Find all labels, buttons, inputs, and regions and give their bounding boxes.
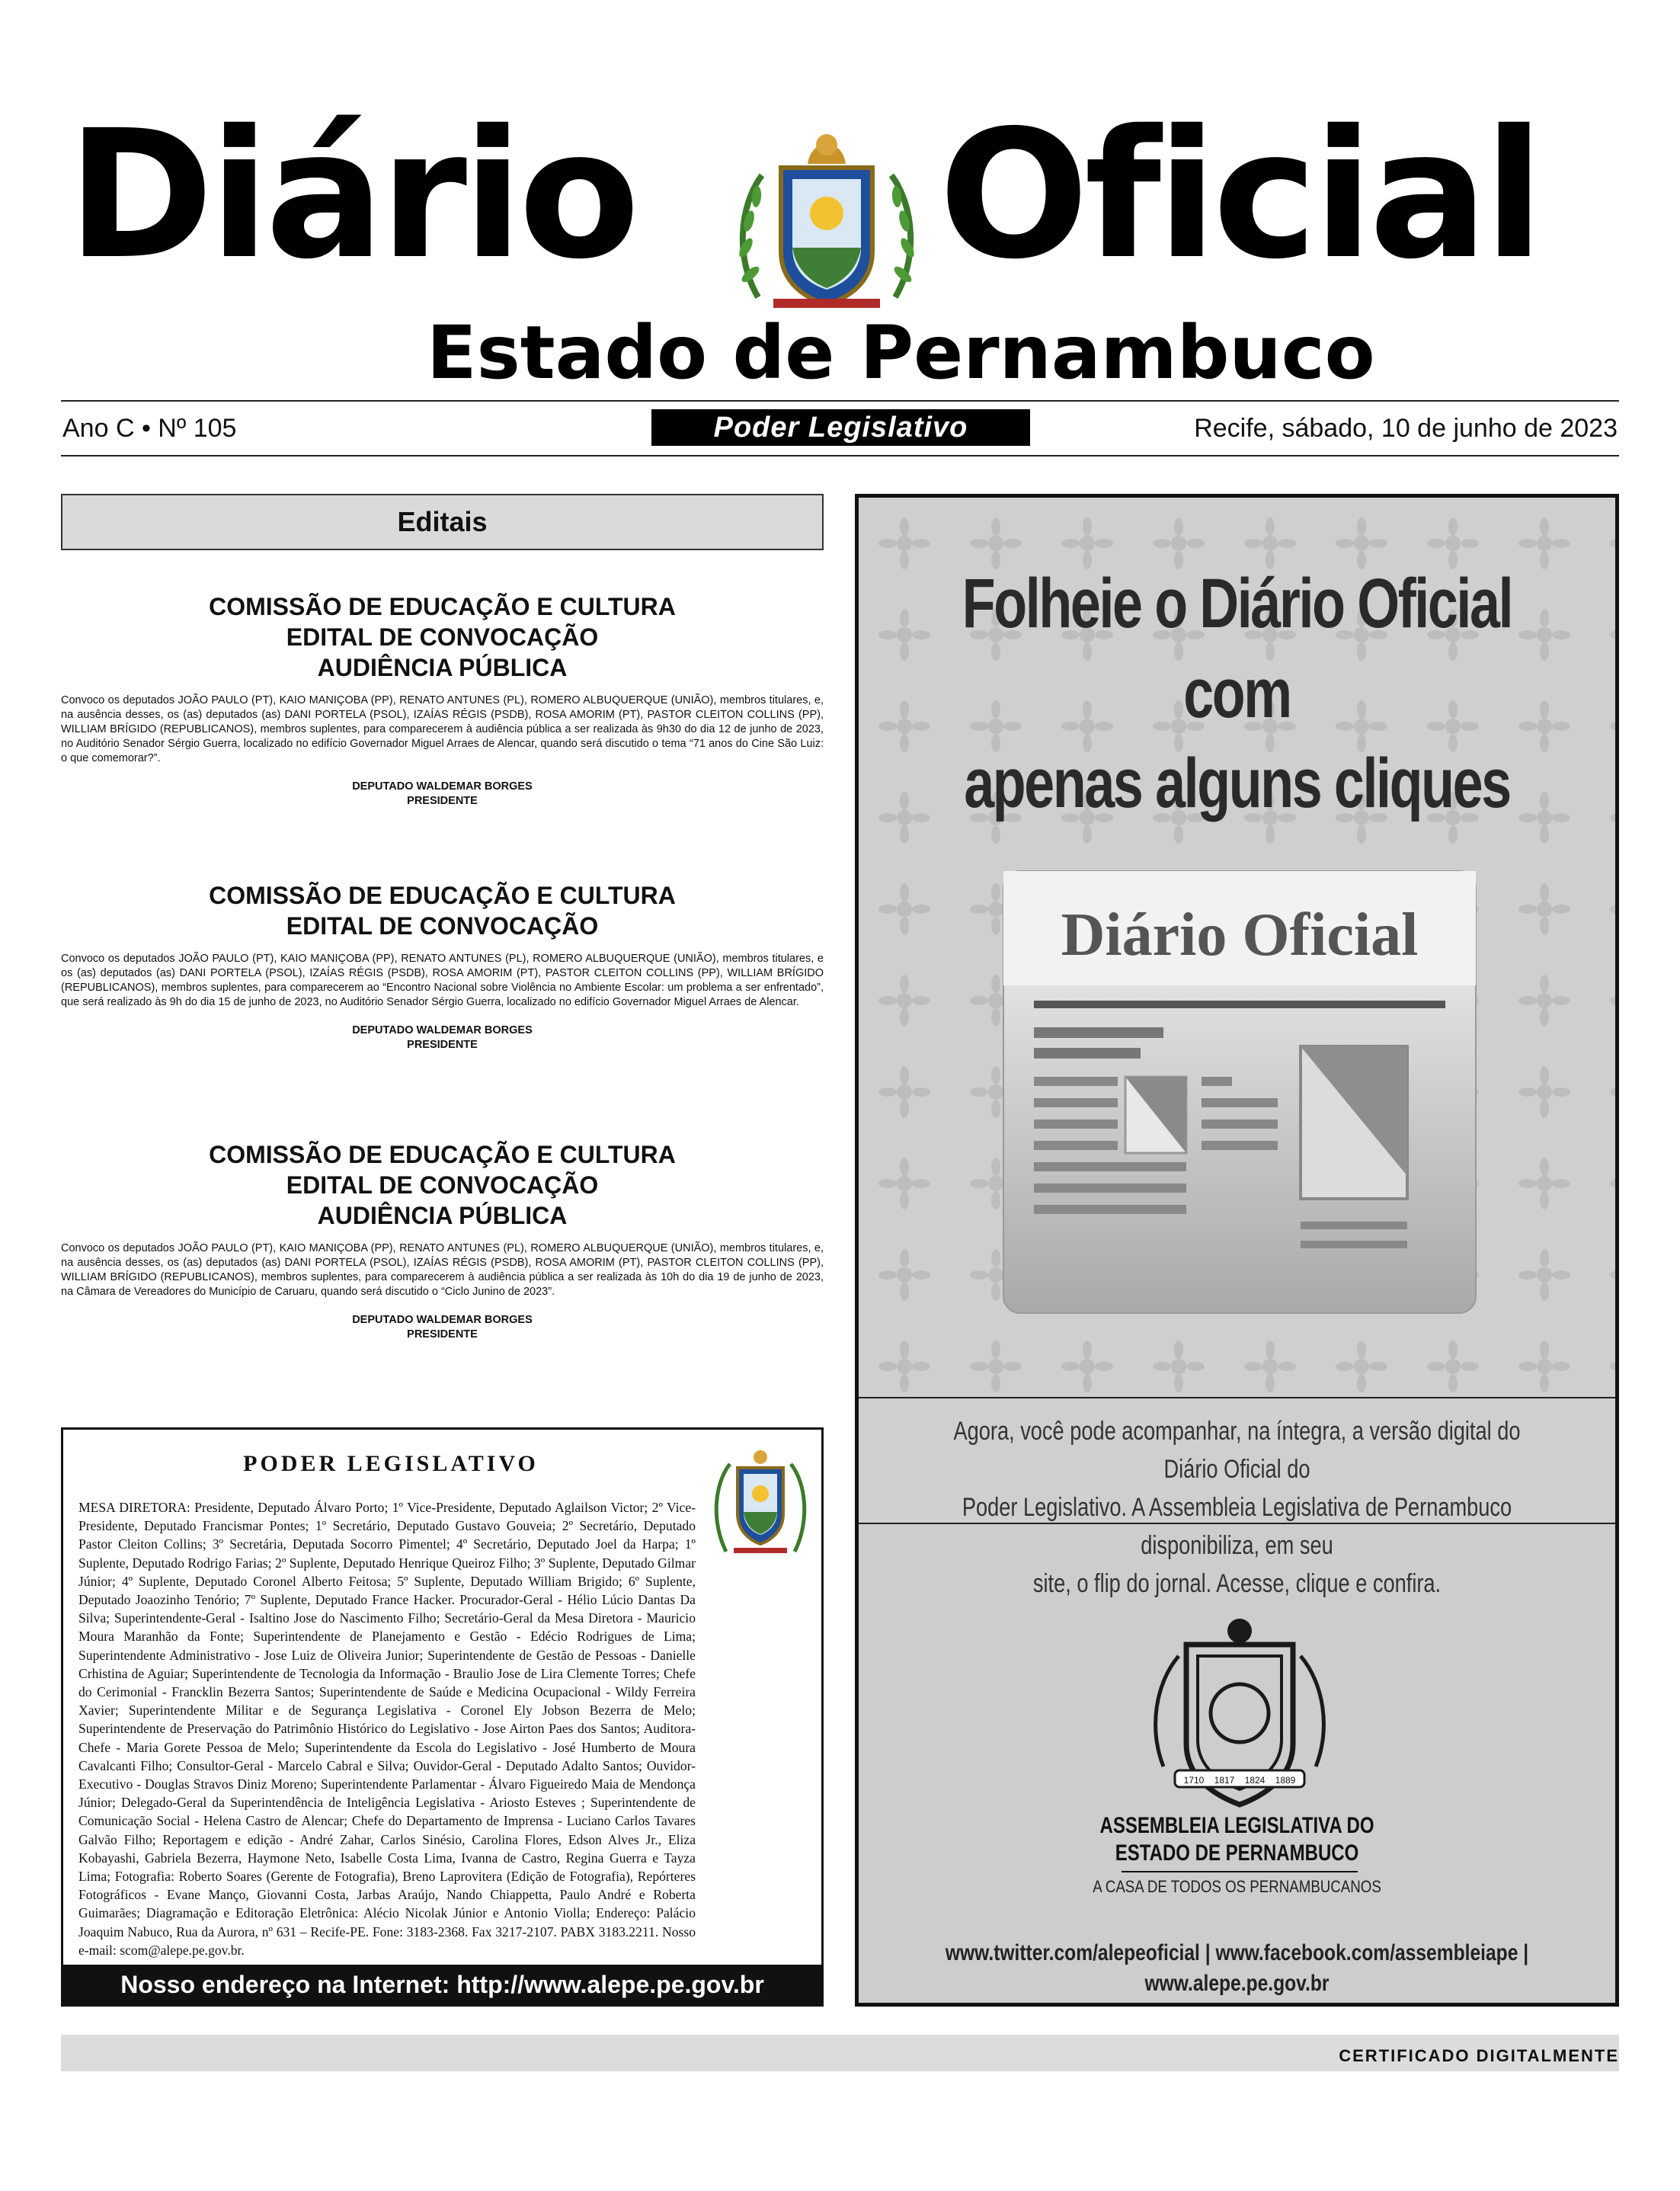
editais-header: Editais xyxy=(61,494,824,550)
masthead-subtitle: Estado de Pernambuco xyxy=(427,310,1375,396)
notice-body: Convoco os deputados JOÃO PAULO (PT), KAIO MANIÇOBA (PP), RENATO ANTUNES (PL), ROMERO ALBUQUERQUE (UNIÃO), membros titulares, e, na ausência desses, os (as) deputados (as) DANI PORTELA (PSOL), IZAÍAS RÉGIS (PSDB), ROSA AMORIM (PT), PASTOR CLEITON COLLINS (PP), WILLIAM BRÍGIDO (REPUBLICANOS), membros suplentes, para comparecerem à audiência pública a ser realizada às 10h do dia 19 de junho de 2023, na Câmara de Vereadores do Município de Caruaru, quando será discutido o “Ciclo Junino de 2023”. xyxy=(61,1242,824,1298)
poder-legislativo-title: PODER LEGISLATIVO xyxy=(243,1451,539,1476)
notice-1 xyxy=(61,591,824,809)
publication-date: Recife, sábado, 10 de junho de 2023 xyxy=(1194,414,1618,443)
notice-title-line: COMISSÃO DE EDUCAÇÃO E CULTURA xyxy=(209,593,676,620)
ad-description-line: Poder Legislativo. A Assembleia Legislativa de Pernambuco disponibiliza, em seu xyxy=(962,1493,1512,1560)
state-coat-of-arms xyxy=(728,122,926,320)
ad-description xyxy=(934,1412,1539,1603)
section-label: Poder Legislativo xyxy=(651,409,1030,446)
digital-certificate-label: CERTIFICADO DIGITALMENTE xyxy=(1339,2046,1619,2065)
logo-divider xyxy=(1122,1871,1358,1872)
signature-name: DEPUTADO WALDEMAR BORGES xyxy=(352,1314,533,1326)
notice-2 xyxy=(61,880,824,1052)
masthead-title-left: Diário xyxy=(67,92,635,298)
ad-headline xyxy=(942,559,1532,828)
header-top-rule xyxy=(61,400,1619,402)
assembly-name xyxy=(934,1812,1539,1867)
poder-legislativo-staff-list: MESA DIRETORA: Presidente, Deputado Álvaro Porto; 1º Vice-Presidente, Deputado Aglailson Victor; 2º Vice-Presidente, Deputado Francismar Pontes; 1º Secretário, Deputado Gustavo Gouveia; 2º Secretário, Deputado Pastor Cleiton Collins; 3º Secretária, Deputada Socorro Pimentel; 4º Secretário, Deputado Joel da Harpa; 1º Suplente, Deputado Rodrigo Farias; 2º Suplente, Deputado Henrique Queiroz Filho; 3º Suplente, Deputado Gilmar Júnior; 4º Suplente, Deputado Coronel Alberto Feitosa; 5º Suplente, Deputado William Brigido; 6º Suplente, Deputado Joaozinho Tenório; 7º Suplente, Deputado France Hacker. Procurador-Geral - Hélio Lúcio Dantas Da Silva; Superintendente-Geral - Isaltino Jose do Nascimento Filho; Secretário-Geral da Mesa Diretora - Mauricio Moura Maranhão da Fonte; Superintendente de Planejamento e Gestão - Edécio Rodrigues de Lima; Superintendente Administrativo - Jose Luiz de Oliveira Junior; Superintendente de Gestão de Pessoas - Danielle Crhistina de Aguiar; Superintendente de Tecnologia da Informação - Braulio Jose de Lira Clemente Torres; Chefe do Cerimonial - Francklin Bezerra Santos; Superintendente de Saúde e Medicina Ocupacional - Wildy Ferreira Xavier; Superintendente Militar e de Segurança Legislativa - Coronel Ely Jobson Bezerra de Melo; Superintendente de Preservação do Patrimônio Histórico do Legislativo - Jose Airton Paes dos Santos; Auditora-Chefe - Maria Gorete Pessoa de Melo; Superintendente da Escola do Legislativo - José Humberto de Moura Cavalcanti Filho; Consultor-Geral - Marcelo Cabral e Silva; Ouvidor-Geral - Deputado Adalto Santos; Ouvidor-Executivo - Douglas Stravos Diniz Moreno; Superintendente Parlamentar - Álvaro Figueiredo Maia de Mendonça Júnior; Delegado-Geral da Superintendência de Inteligência Legislativa - Ariosto Esteves ; Superintendente de Comunicação Social - Helena Castro de Alencar; Chefe do Departamento de Imprensa - Luciano Carlos Tavares Galvão Filho; Reportagem e edição - André Zahar, Carlos Sinésio, Carolina Flores, Edson Alves Jr., Eliza Kobayashi, Gabriela Bezerra, Haymone Neto, Isabelle Costa Lima, Ivanna de Castro, Regina Guerra e Tayza Lima; Fotografia: Roberto Soares (Gerente de Fotografia), Breno Laprovitera (Edição de Fotografia), Repórteres Fotográficos - Evane Manço, Giovanni Costa, Jarbas Araújo, Nando Chiappetta, Paulo André e Roberta Guimarães; Diagramação e Editoração Eletrônica: Alécio Nicolak Júnior e Antonio Violla; Endereço: Palácio Joaquim Nabuco, Rua da Aurora, nº 631 – Recife-PE. Fone: 3183-2368. Fax 3217-2107. PABX 3183.2211. Nosso e-mail: scom@alepe.pe.gov.br. xyxy=(78,1500,696,1958)
ad-description-line: site, o flip do jornal. Acesse, clique e confira. xyxy=(1032,1569,1442,1598)
logo-year: 1817 xyxy=(1214,1775,1235,1786)
notice-title-line: COMISSÃO DE EDUCAÇÃO E CULTURA xyxy=(209,882,676,909)
assembly-name-line: ASSEMBLEIA LEGISLATIVA DO xyxy=(1099,1813,1374,1838)
digital-edition-ad xyxy=(855,494,1619,2007)
signature-role: PRESIDENTE xyxy=(407,1039,478,1051)
ad-headline-line: apenas alguns cliques xyxy=(964,745,1510,822)
notice-title-line: AUDIÊNCIA PÚBLICA xyxy=(317,654,568,681)
assembly-logo-emblem xyxy=(1148,1614,1331,1812)
poder-legislativo-box xyxy=(61,1427,824,2007)
signature-role: PRESIDENTE xyxy=(407,795,478,807)
newspaper-icon xyxy=(996,856,1483,1328)
notice-signature xyxy=(61,1023,824,1052)
ad-headline-line: Folheie o Diário Oficial com xyxy=(962,565,1512,732)
assembly-tagline: A CASA DE TODOS OS PERNAMBUCANOS xyxy=(1093,1877,1381,1896)
signature-role: PRESIDENTE xyxy=(407,1328,478,1341)
state-coat-of-arms-small xyxy=(711,1445,810,1559)
newspaper-icon-label: Diário Oficial xyxy=(1061,902,1419,969)
signature-name: DEPUTADO WALDEMAR BORGES xyxy=(352,780,533,793)
notice-3 xyxy=(61,1139,824,1342)
logo-year: 1710 xyxy=(1183,1775,1205,1786)
notice-body: Convoco os deputados JOÃO PAULO (PT), KAIO MANIÇOBA (PP), RENATO ANTUNES (PL), ROMERO ALBUQUERQUE (UNIÃO), membros titulares, e, na ausência desses, os (as) deputados (as) DANI PORTELA (PSOL), IZAÍAS RÉGIS (PSDB), ROSA AMORIM (PT), PASTOR CLEITON COLLINS (PP), WILLIAM BRÍGIDO (REPUBLICANOS), membros suplentes, para comparecerem à audiência pública a ser realizada às 9h30 do dia 12 de junho de 2023, no Auditório Senador Sérgio Guerra, localizado no edifício Governador Miguel Arraes de Alencar, quando será discutido o tema “71 anos do Cine São Luiz: o que comemorar?”. xyxy=(61,694,824,764)
internet-address-bar: Nosso endereço na Internet: http://www.alepe.pe.gov.br xyxy=(63,1965,821,2004)
logo-year: 1824 xyxy=(1244,1775,1266,1786)
assembly-name-line: ESTADO DE PERNAMBUCO xyxy=(1115,1840,1359,1866)
issue-number: Ano C • Nº 105 xyxy=(62,414,237,443)
signature-name: DEPUTADO WALDEMAR BORGES xyxy=(352,1024,533,1036)
ad-social-links: www.twitter.com/alepeoficial | www.facebook.com/assembleiape | www.alepe.pe.gov.br xyxy=(945,1940,1529,1996)
notice-title-line: EDITAL DE CONVOCAÇÃO xyxy=(286,1171,599,1199)
notice-signature xyxy=(61,780,824,809)
masthead-title-right: Oficial xyxy=(939,92,1540,298)
logo-year: 1889 xyxy=(1275,1775,1296,1786)
ad-description-line: Agora, você pode acompanhar, na íntegra, a versão digital do Diário Oficial do xyxy=(953,1417,1521,1484)
notice-title-line: COMISSÃO DE EDUCAÇÃO E CULTURA xyxy=(209,1141,676,1168)
header-bottom-rule xyxy=(61,455,1619,456)
notice-title-line: EDITAL DE CONVOCAÇÃO xyxy=(286,623,599,651)
notice-title-line: EDITAL DE CONVOCAÇÃO xyxy=(286,912,599,940)
notice-signature xyxy=(61,1313,824,1342)
notice-title-line: AUDIÊNCIA PÚBLICA xyxy=(317,1202,568,1229)
notice-body: Convoco os deputados JOÃO PAULO (PT), KAIO MANIÇOBA (PP), RENATO ANTUNES (PL), ROMERO ALBUQUERQUE (UNIÃO), membros titulares, e os (as) deputados (as) DANI PORTELA (PSOL), IZAÍAS RÉGIS (PSDB), ROSA AMORIM (PT), PASTOR CLEITON COLLINS (PP), WILLIAM BRÍGIDO (REPUBLICANOS), membros suplentes, para comparecerem ao “Encontro Nacional sobre Violência no Ambiente Escolar: um problema a ser enfrentado”, que será realizado às 9h do dia 15 de junho de 2023, no Auditório Senador Sérgio Guerra, localizado no edifício Governador Miguel Arraes de Alencar. xyxy=(61,953,824,1008)
